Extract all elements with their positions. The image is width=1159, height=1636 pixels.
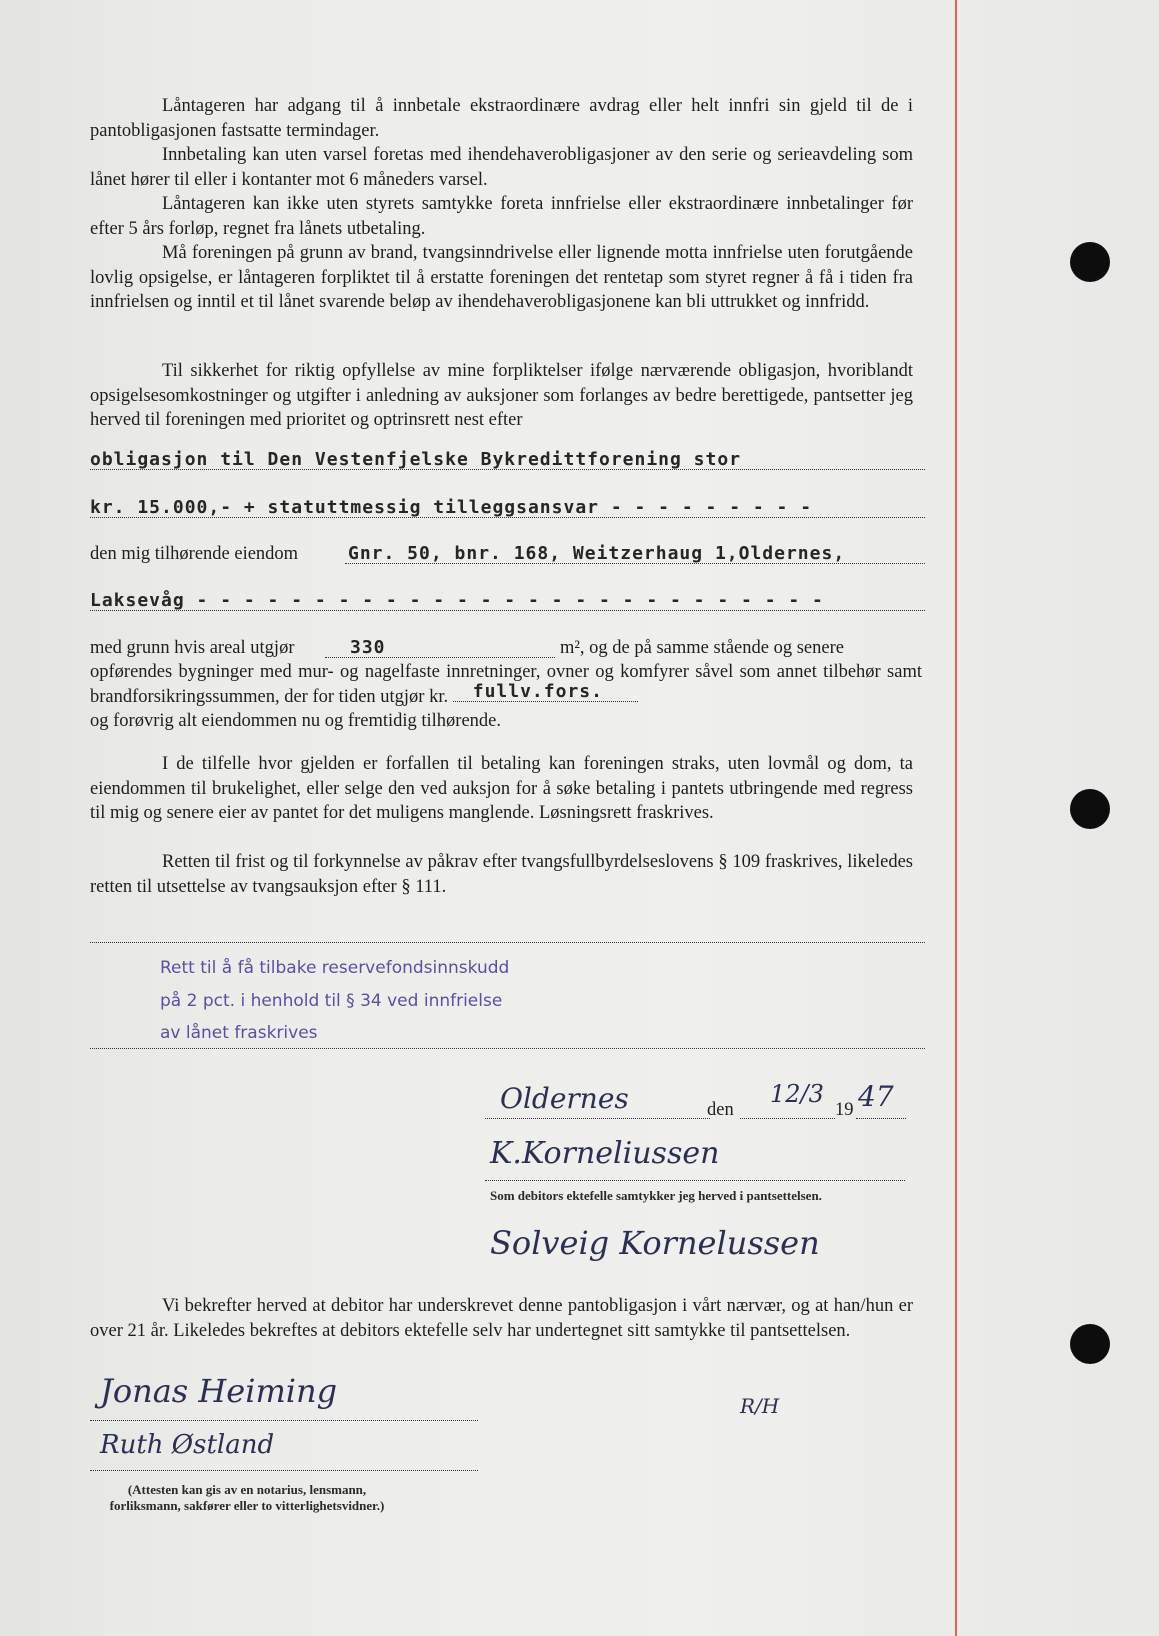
paragraph-vitner: Vi bekrefter herved at debitor har underskrevet denne pantobligasjon i vårt nærvær, og at han/hun er over 21 år. Likeledes bekreftes at debitors ektefelle selv har undertegnet sitt samtykke til pantsettelsen. (90, 1296, 913, 1341)
paragraph-sikkerhet: Til sikkerhet for riktig opfyllelse av mine forpliktelser ifølge nærværende obligasjon, hvoriblandt opsigelsesomkostninger og utgifter i anledning av auksjoner som forlanges av bedre berettigede, pantsetter jeg herved til foreningen med prioritet og optrinsrett nest efter (90, 361, 913, 430)
punch-hole (1070, 1324, 1110, 1364)
text-bygninger: opførendes bygninger med mur- og nagelfaste innretninger, ovner og komfyrer såvel som annet tilbehør samt brandforsikringssummen, der for tiden utgjør kr. (90, 662, 922, 707)
label-areal-unit: m², og de på samme stående og senere (560, 638, 844, 658)
typed-gnr-bnr: Gnr. 50, bnr. 168, Weitzerhaug 1,Oldernes, (348, 543, 846, 564)
place-underline (485, 1118, 710, 1119)
witness-2-line (90, 1470, 478, 1471)
punch-hole (1070, 789, 1110, 829)
fill-forsikring (453, 680, 638, 702)
label-year-prefix: 19 (835, 1100, 854, 1120)
witness-1-line (90, 1420, 478, 1421)
fill-line-eiendom (90, 540, 925, 570)
paragraph-rentetap: Må foreningen på grunn av brand, tvangsinndrivelse eller lignende motta innfrielse uten forutgående lovlig opsigelse, er låntageren forpliktet til å erstatte foreningen det rentetap som styret regner å få i tiden fra innfrielsen og inntil et til lånet svarende beløp av ihendehaverobligasjonene kan bli uttrukket og innfridd. (90, 243, 913, 312)
typed-obligasjon: obligasjon til Den Vestenfjelske Bykredittforening stor (90, 449, 742, 470)
handwritten-year: 47 (858, 1080, 894, 1113)
date-underline (740, 1118, 835, 1119)
label-den: den (707, 1100, 734, 1120)
label-areal: med grunn hvis areal utgjør (90, 638, 295, 658)
spouse-consent-text: Som debitors ektefelle samtykker jeg herved i pantsettelsen. (490, 1188, 822, 1203)
paragraph-frist: Retten til frist og til forkynnelse av påkrav efter tvangsfullbyrdelseslovens § 109 fraskrives, likeledes retten til utsettelse av tvangsauksjon efter § 111. (90, 852, 913, 897)
initials: R/H (740, 1394, 780, 1418)
divider-dotted (90, 942, 925, 943)
punch-hole (1070, 242, 1110, 282)
debtor-signature: K.Korneliussen (490, 1136, 720, 1171)
witness-2-signature: Ruth Østland (100, 1430, 275, 1460)
fill-line-belop (90, 494, 925, 524)
debtor-signature-line (485, 1180, 905, 1181)
paragraph-bygninger (90, 660, 922, 709)
red-margin-line (955, 0, 957, 1636)
typed-areal: 330 (350, 637, 386, 658)
stamp-line-2: på 2 pct. i henhold til § 34 ved innfrielse (160, 991, 503, 1011)
stamp-line-1: Rett til å få tilbake reservefondsinnskudd (160, 958, 510, 978)
handwritten-date: 12/3 (770, 1080, 824, 1108)
paragraph-innbetaling: Innbetaling kan uten varsel foretas med ihendehaverobligasjoner av den serie og serieavdeling som lånet hører til eller i kontanter mot 6 måneders varsel. (90, 145, 913, 190)
divider-dotted (90, 1048, 925, 1049)
paragraph-ekstraordinaere-avdrag: Låntageren har adgang til å innbetale ekstraordinære avdrag eller helt innfri sin gjeld til de i pantobligasjonen fastsatte termindager. (90, 96, 913, 141)
stamp-line-3: av lånet fraskrives (160, 1023, 318, 1043)
paragraph-styrets-samtykke: Låntageren kan ikke uten styrets samtykke foreta innfrielse eller ekstraordinære innbetalinger før efter 5 års forløp, regnet fra lånets utbetaling. (90, 194, 913, 239)
typed-belop: kr. 15.000,- + statuttmessig tilleggsansvar - - - - - - - - - (90, 497, 813, 518)
fill-line-laksevag (90, 587, 925, 617)
paragraph-tilhorende: og forøvrig alt eiendommen nu og fremtidig tilhørende. (90, 711, 502, 731)
witness-1-signature: Jonas Heiming (100, 1372, 338, 1410)
year-underline (856, 1118, 906, 1119)
label-eiendom: den mig tilhørende eiendom (90, 544, 299, 564)
typed-forsikring: fullv.fors. (472, 680, 603, 702)
fill-line-obligasjon (90, 446, 925, 476)
attest-note: (Attesten kan gis av en notarius, lensmann, forliksmann, sakfører eller to vitterlighetsvidner.) (109, 1482, 385, 1513)
paragraph-forfallen: I de tilfelle hvor gjelden er forfallen til betaling kan foreningen straks, uten lovmål og dom, ta eiendommen til brukelighet, eller selge den ved auksjon for å søke betaling i pantets utbringende med regress til mig og senere eier av pantet for det muligens manglende. Løsningsrett fraskrives. (90, 754, 913, 823)
spouse-signature: Solveig Kornelussen (490, 1224, 820, 1262)
handwritten-place: Oldernes (500, 1082, 629, 1115)
typed-laksevag: Laksevåg - - - - - - - - - - - - - - - - - - - - - - - - - - - (90, 590, 824, 611)
